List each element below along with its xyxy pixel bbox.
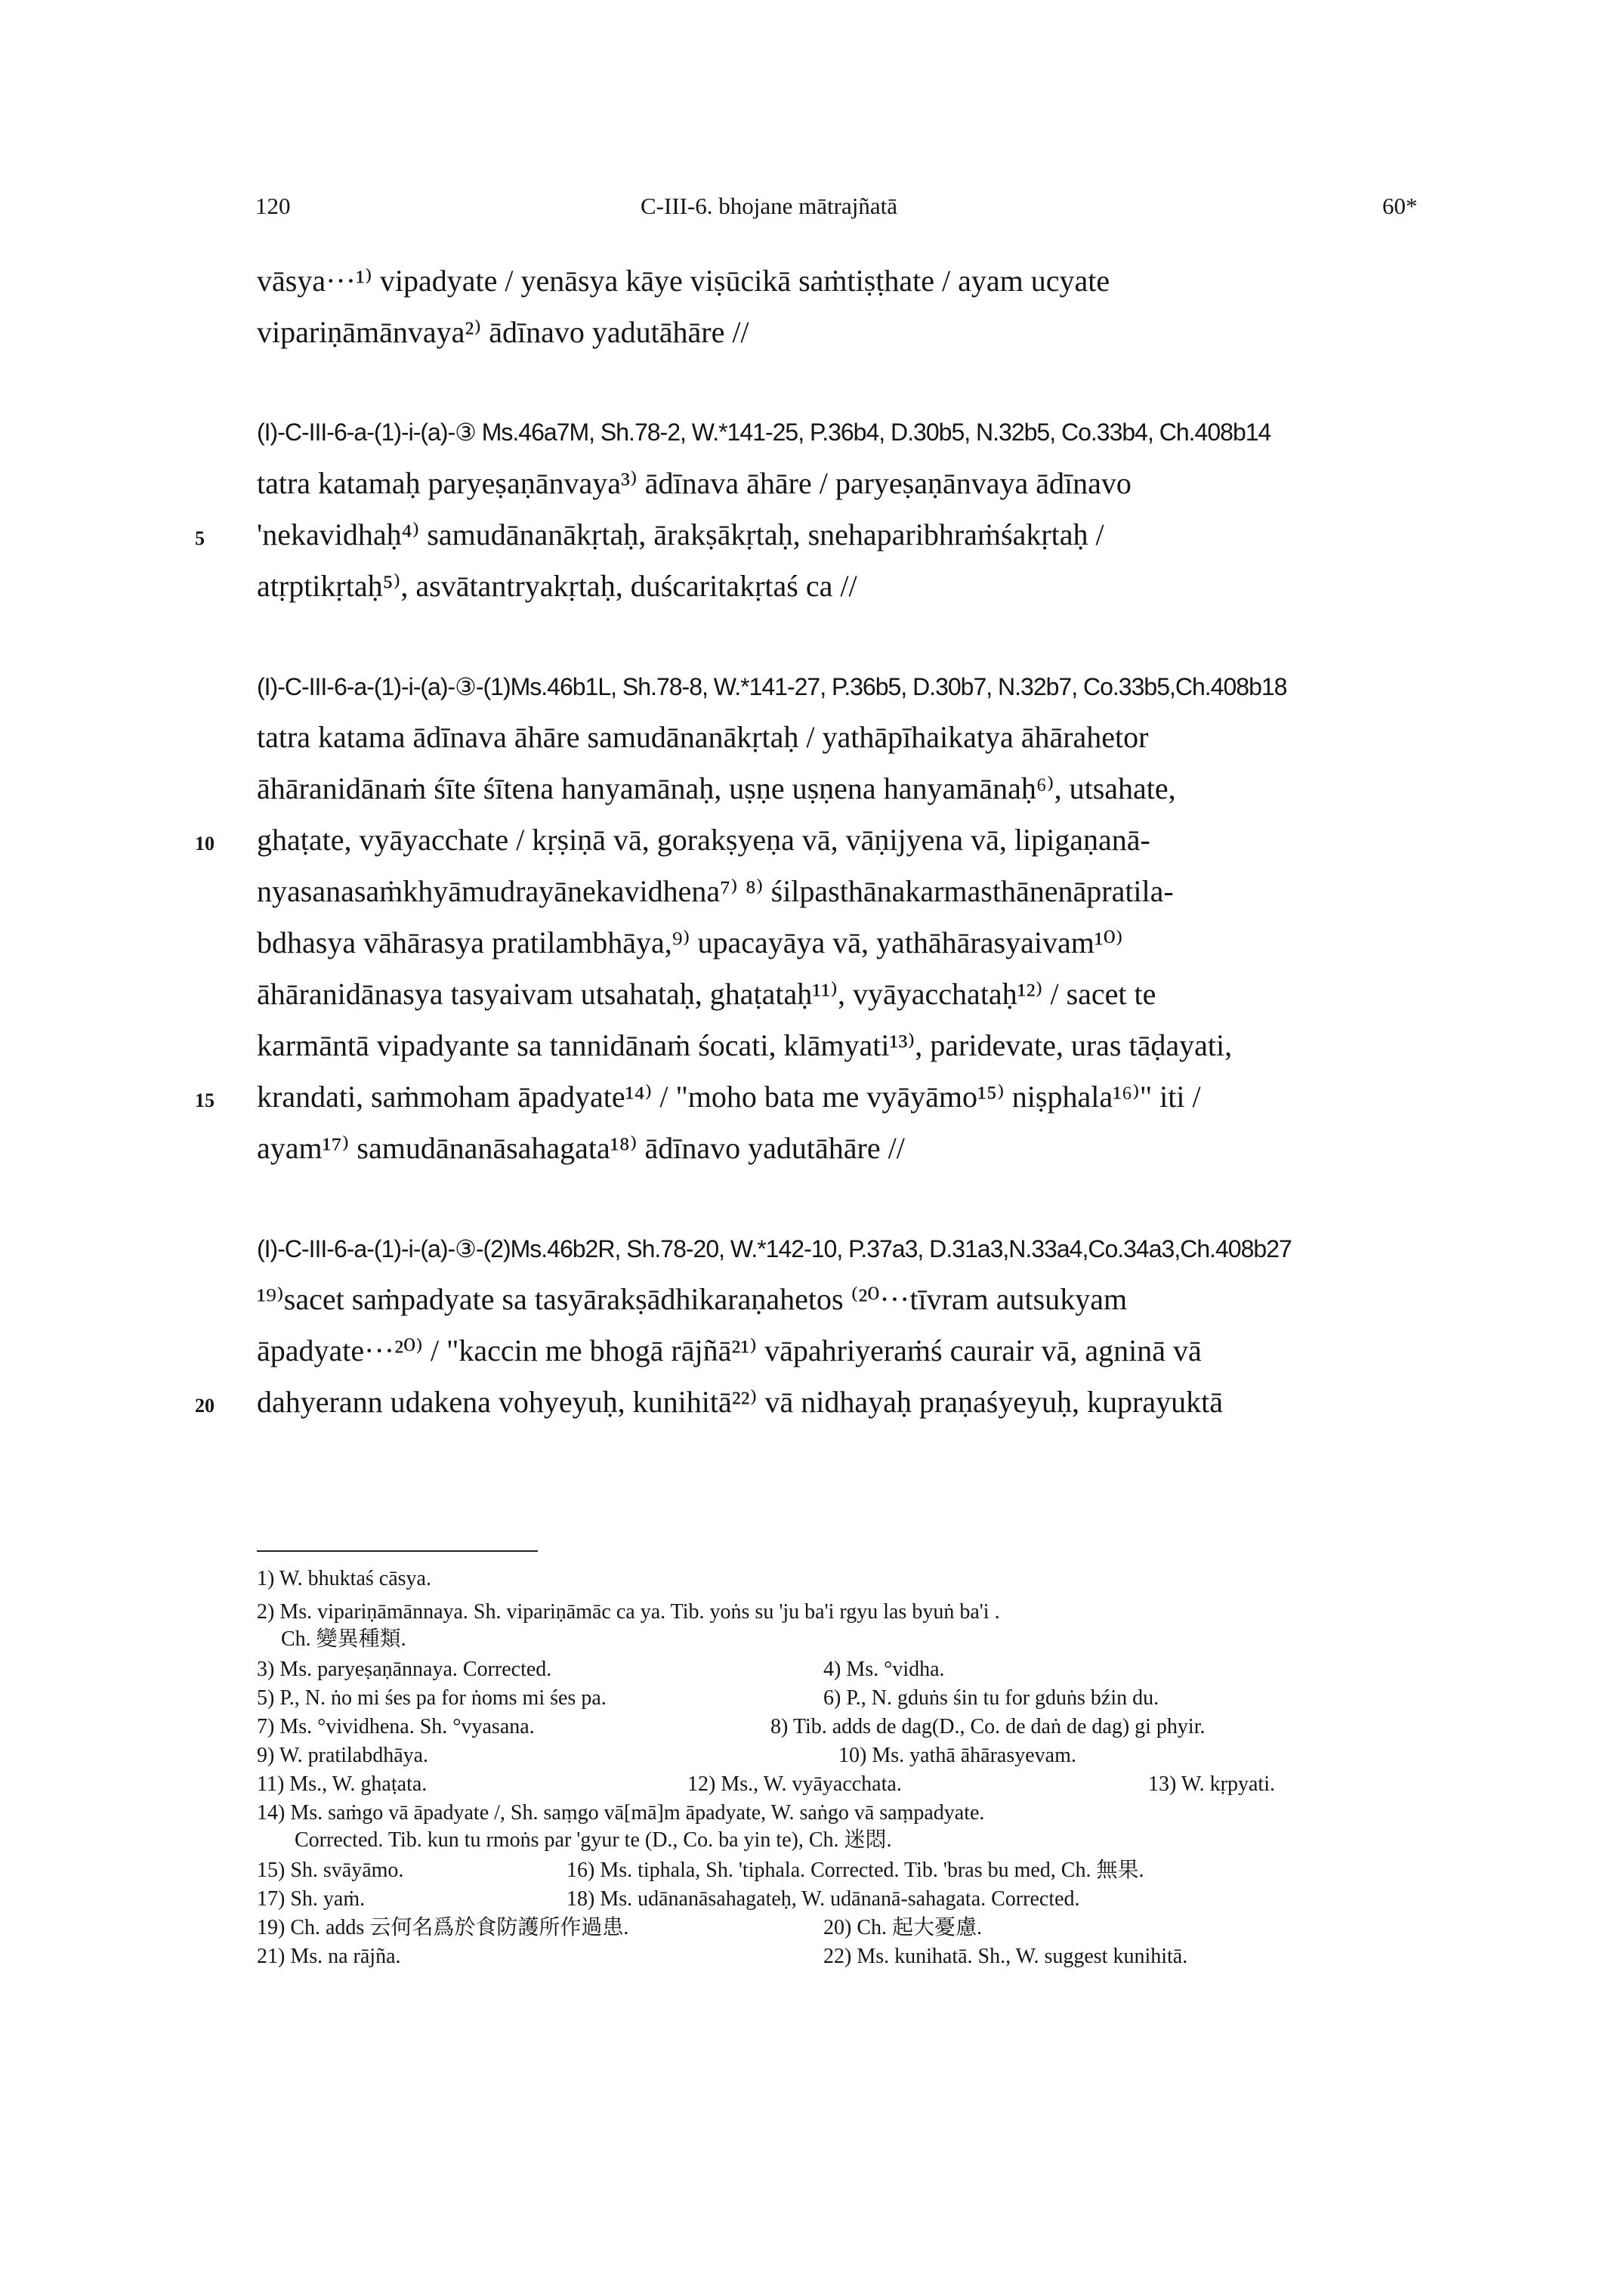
running-title: C-III-6. bhojane mātrajñatā xyxy=(641,193,897,219)
footnote: 2) Ms. vipariṇāmānnaya. Sh. vipariṇāmāc ca ya. Tib. yoṅs su 'ju ba'i rgyu las byuṅ ba'i . xyxy=(257,1600,1000,1624)
body-line: krandati, saṁmoham āpadyate¹⁴⁾ / "moho bata me vyāyāmo¹⁵⁾ niṣphala¹⁶⁾" iti / xyxy=(257,1080,1201,1114)
footnote: 16) Ms. tiphala, Sh. 'tiphala. Corrected. Tib. 'bras bu med, Ch. 無果. xyxy=(567,1859,1144,1882)
body-line: karmāntā vipadyante sa tannidānaṁ śocati, klāmyati¹³⁾, paridevate, uras tāḍayati, xyxy=(257,1028,1233,1062)
footnote: 9) W. pratilabdhāya. xyxy=(257,1744,429,1767)
footnote-continuation: Corrected. Tib. kun tu rmoṅs par 'gyur te (D., Co. ba yin te), Ch. 迷悶. xyxy=(295,1828,892,1852)
footnote: 19) Ch. adds 云何名爲於食防護所作過患. xyxy=(257,1916,629,1939)
footnote: 18) Ms. udānanāsahagateḥ, W. udānanā-sahagata. Corrected. xyxy=(567,1887,1080,1911)
body-line: dahyerann udakena vohyeyuḥ, kunihitā²²⁾ vā nidhayaḥ praṇaśyeyuḥ, kuprayuktā xyxy=(257,1385,1223,1419)
body-line: 'nekavidhaḥ⁴⁾ samudānanākṛtaḥ, ārakṣākṛtaḥ, snehaparibhraṁśakṛtaḥ / xyxy=(257,518,1104,552)
footnote: 17) Sh. yaṁ. xyxy=(257,1887,366,1911)
body-line: vāsya···¹⁾ vipadyate / yenāsya kāye viṣūcikā saṁtiṣṭhate / ayam ucyate xyxy=(257,264,1110,298)
footnote-continuation: Ch. 變異種類. xyxy=(281,1627,406,1651)
section-reference: (I)-C-III-6-a-(1)-i-(a)-③-(1)Ms.46b1L, Sh.78-8, W.*141-27, P.36b5, D.30b7, N.32b7, Co.33b5,Ch.408b18 xyxy=(257,673,1287,700)
footnote: 12) Ms., W. vyāyacchata. xyxy=(687,1772,902,1796)
body-line: tatra katamaḥ paryeṣaṇānvaya³⁾ ādīnava āhāre / paryeṣaṇānvaya ādīnavo xyxy=(257,466,1132,500)
footnote: 13) W. kṛpyati. xyxy=(1148,1772,1275,1796)
folio-marker: 60* xyxy=(1382,193,1418,219)
footnote: 6) P., N. gduṅs śin tu for gduṅs bźin du. xyxy=(823,1686,1159,1710)
footnote: 11) Ms., W. ghaṭata. xyxy=(257,1772,428,1796)
body-line: nyasanasaṁkhyāmudrayānekavidhena⁷⁾ ⁸⁾ śilpasthānakarmasthānenāpratila- xyxy=(257,874,1174,908)
body-line: ¹⁹⁾sacet saṁpadyate sa tasyārakṣādhikaraṇahetos ⁽²⁰···tīvram autsukyam xyxy=(257,1282,1128,1316)
footnote: 20) Ch. 起大憂慮. xyxy=(823,1916,983,1939)
footnote: 21) Ms. na rājña. xyxy=(257,1945,401,1968)
footnote: 5) P., N. ṅo mi śes pa for ṅoms mi śes pa. xyxy=(257,1686,607,1710)
footnote: 7) Ms. °vividhena. Sh. °vyasana. xyxy=(257,1715,535,1738)
footnote: 3) Ms. paryeṣaṇānnaya. Corrected. xyxy=(257,1658,552,1681)
page-number: 120 xyxy=(255,193,291,219)
footnote: 8) Tib. adds de dag(D., Co. de daṅ de dag) gi phyir. xyxy=(770,1715,1206,1738)
body-line: vipariṇāmānvaya²⁾ ādīnavo yadutāhāre // xyxy=(257,315,749,349)
body-line: atṛptikṛtaḥ⁵⁾, asvātantryakṛtaḥ, duścaritakṛtaś ca // xyxy=(257,569,857,603)
body-line: tatra katama ādīnava āhāre samudānanākṛtaḥ / yathāpīhaikatya āhārahetor xyxy=(257,720,1149,754)
line-number: 15 xyxy=(195,1089,215,1111)
footnote-rule xyxy=(257,1550,538,1552)
body-line: ghaṭate, vyāyacchate / kṛṣiṇā vā, gorakṣyeṇa vā, vāṇijyena vā, lipigaṇanā- xyxy=(257,823,1150,857)
section-reference: (I)-C-III-6-a-(1)-i-(a)-③ Ms.46a7M, Sh.78-2, W.*141-25, P.36b4, D.30b5, N.32b5, Co.33b4, Ch.408b14 xyxy=(257,419,1271,446)
footnote: 22) Ms. kunihatā. Sh., W. suggest kunihitā. xyxy=(823,1945,1188,1968)
body-line: āpadyate···²⁰⁾ / "kaccin me bhogā rājñā²¹⁾ vāpahriyeraṁś caurair vā, agninā vā xyxy=(257,1333,1202,1367)
body-line: ayam¹⁷⁾ samudānanāsahagata¹⁸⁾ ādīnavo yadutāhāre // xyxy=(257,1131,905,1165)
footnote: 14) Ms. saṁgo vā āpadyate /, Sh. saṃgo vā[mā]m āpadyate, W. saṅgo vā saṃpadyate. xyxy=(257,1801,985,1825)
body-line: bdhasya vāhārasya pratilambhāya,⁹⁾ upacayāya vā, yathāhārasyaivam¹⁰⁾ xyxy=(257,926,1123,959)
footnote: 15) Sh. svāyāmo. xyxy=(257,1859,404,1882)
line-number: 10 xyxy=(195,833,215,854)
line-number: 5 xyxy=(195,527,205,549)
footnote: 10) Ms. yathā āhārasyevam. xyxy=(838,1744,1076,1767)
section-reference: (I)-C-III-6-a-(1)-i-(a)-③-(2)Ms.46b2R, Sh.78-20, W.*142-10, P.37a3, D.31a3,N.33a4,Co.34a3,Ch.408b27 xyxy=(257,1235,1292,1262)
line-number: 20 xyxy=(195,1395,215,1417)
footnote: 1) W. bhuktaś cāsya. xyxy=(257,1567,431,1590)
body-line: āhāranidānasya tasyaivam utsahataḥ, ghaṭataḥ¹¹⁾, vyāyacchataḥ¹²⁾ / sacet te xyxy=(257,977,1156,1011)
footnote: 4) Ms. °vidha. xyxy=(823,1658,945,1681)
body-line: āhāranidānaṁ śīte śītena hanyamānaḥ, uṣṇe uṣṇena hanyamānaḥ⁶⁾, utsahate, xyxy=(257,771,1176,805)
